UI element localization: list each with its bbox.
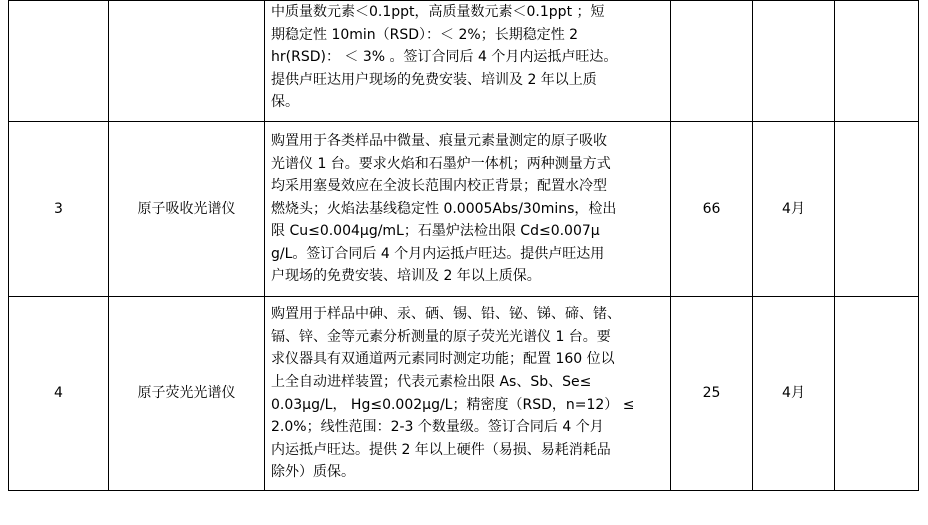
equipment-name-cell: 原子荧光光谱仪	[109, 297, 265, 491]
procurement-table	[8, 0, 919, 491]
delivery-time-cell: 4月	[753, 297, 835, 491]
specification-cell: 中质量数元素＜0.1ppt，高质量数元素＜0.1ppt ；短 期稳定性 10min（RSD）：＜ 2%；长期稳定性 2 hr(RSD)： ＜ 3% 。签订合同后 4 个月内运抵卢旺达。 提供卢旺达用户现场的免费安装、培训及 2 年以上质 保。	[265, 1, 671, 122]
delivery-time-cell: 4月	[753, 122, 835, 297]
remark-cell	[835, 1, 919, 122]
remark-cell	[835, 122, 919, 297]
quantity-cell: 66	[671, 122, 753, 297]
table-row	[9, 1, 919, 122]
table-row	[9, 122, 919, 297]
row-number-cell	[9, 1, 109, 122]
delivery-time-cell	[753, 1, 835, 122]
specification-cell: 购置用于各类样品中微量、痕量元素量测定的原子吸收 光谱仪 1 台。要求火焰和石墨炉一体机；两种测量方式 均采用塞曼效应在全波长范围内校正背景；配置水冷型 燃烧头；火焰法基线稳定性 0.0005Abs/30mins，检出 限 Cu≤0.004μg/mL；石墨炉法检出限 Cd≤0.007μ g/L。签订合同后 4 个月内运抵卢旺达。提供卢旺达用 户现场的免费安装、培训及 2 年以上质保。	[265, 122, 671, 297]
equipment-name-cell: 原子吸收光谱仪	[109, 122, 265, 297]
row-number-cell: 4	[9, 297, 109, 491]
table-row	[9, 297, 919, 491]
quantity-cell: 25	[671, 297, 753, 491]
remark-cell	[835, 297, 919, 491]
row-number-cell: 3	[9, 122, 109, 297]
specification-cell: 购置用于样品中砷、汞、硒、锡、铅、铋、锑、碲、锗、 镉、锌、金等元素分析测量的原子荧光光谱仪 1 台。要 求仪器具有双通道两元素同时测定功能；配置 160 位以 上全自动进样装置；代表元素检出限 As、Sb、Se≤ 0.03μg/L， Hg≤0.002μg/L；精密度（RSD，n=12） ≤ 2.0%；线性范围：2-3 个数量级。签订合同后 4 个月 内运抵卢旺达。提供 2 年以上硬件（易损、易耗消耗品 除外）质保。	[265, 297, 671, 491]
equipment-name-cell	[109, 1, 265, 122]
quantity-cell	[671, 1, 753, 122]
